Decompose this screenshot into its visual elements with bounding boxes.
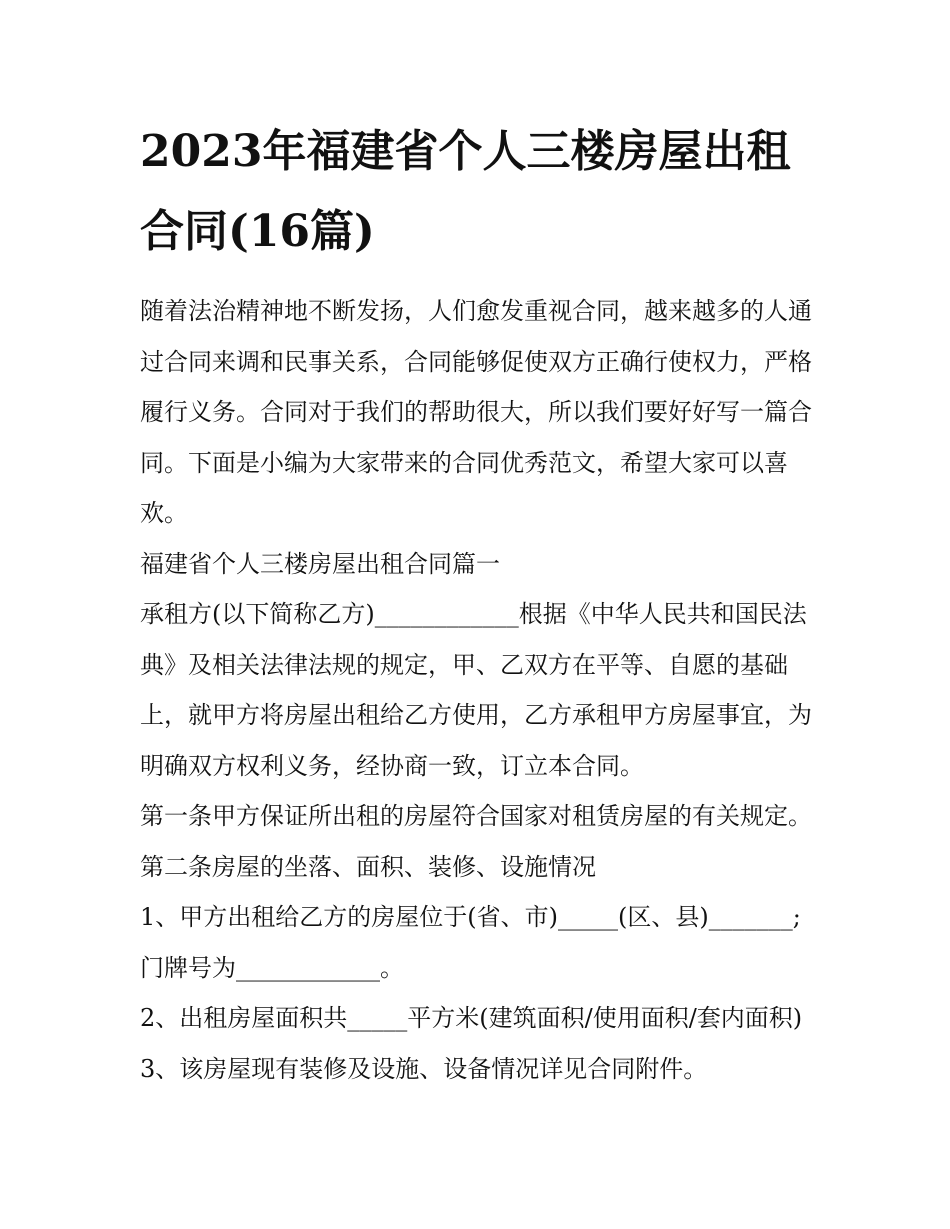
- clause-area: 2、出租房屋面积共_____平方米(建筑面积/使用面积/套内面积)3、该房屋现有装修及设施、设备情况详见合同附件。: [140, 1004, 803, 1083]
- article-one-two: 第一条甲方保证所出租的房屋符合国家对租赁房屋的有关规定。 第二条房屋的坐落、面积、装修、设施情况: [140, 802, 812, 881]
- section-heading: 福建省个人三楼房屋出租合同篇一: [140, 549, 500, 578]
- intro-paragraph: 随着法治精神地不断发扬，人们愈发重视合同，越来越多的人通过合同来调和民事关系，合同能够促使双方正确行使权力，严格履行义务。合同对于我们的帮助很大，所以我们要好好写一篇合同。下面是小编为大家带来的合同优秀范文，希望大家可以喜欢。: [140, 297, 812, 527]
- clause-location: 1、甲方出租给乙方的房屋位于(省、市)_____(区、县)_______;门牌号为____________。: [140, 903, 801, 982]
- document-page: [140, 112, 820, 1094]
- document-title: 2023年福建省个人三楼房屋出租合同(16篇): [140, 126, 791, 257]
- contract-preamble: 承租方(以下简称乙方)____________根据《中华人民共和国民法典》及相关法律法规的规定，甲、乙双方在平等、自愿的基础上，就甲方将房屋出租给乙方使用，乙方承租甲方房屋事宜，为明确双方权利义务，经协商一致，订立本合同。: [140, 600, 812, 780]
